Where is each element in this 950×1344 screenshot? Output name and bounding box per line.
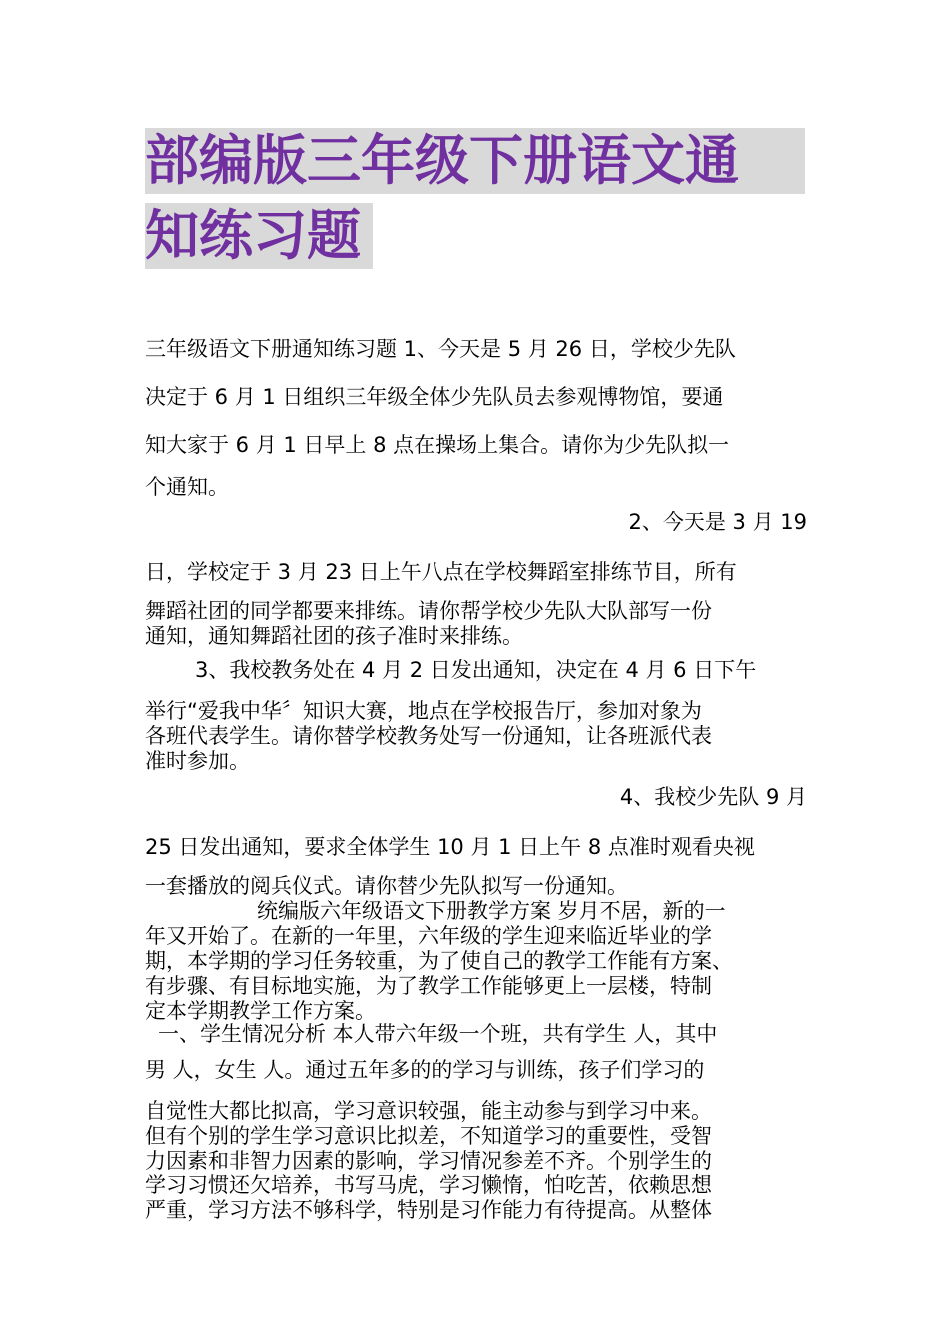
body-line-16: 统编版六年级语文下册教学方案 岁月不居，新的一	[257, 899, 726, 923]
document-title-line-2: 知练习题	[145, 203, 373, 269]
body-line-6: 日，学校定于 3 月 23 日上午八点在学校舞蹈室排练节目，所有	[145, 560, 737, 584]
body-line-26: 学习习惯还欠培养，书写马虎，学习懒惰，怕吃苦，依赖思想	[145, 1173, 712, 1197]
body-line-5: 2、今天是 3 月 19	[628, 510, 807, 534]
body-line-20: 定本学期教学工作方案。	[145, 999, 376, 1023]
body-line-27: 严重，学习方法不够科学，特别是习作能力有待提高。从整体	[145, 1198, 712, 1222]
body-line-23: 自觉性大都比拟高，学习意识较强，能主动参与到学习中来。	[145, 1099, 712, 1123]
body-line-3: 知大家于 6 月 1 日早上 8 点在操场上集合。请你为少先队拟一	[145, 433, 730, 457]
body-line-7: 舞蹈社团的同学都要来排练。请你帮学校少先队大队部写一份	[145, 599, 712, 623]
body-line-15: 一套播放的阅兵仪式。请你替少先队拟写一份通知。	[145, 874, 628, 898]
body-line-17: 年又开始了。在新的一年里，六年级的学生迎来临近毕业的学	[145, 924, 712, 948]
body-line-24: 但有个别的学生学习意识比拟差，不知道学习的重要性，受智	[145, 1124, 712, 1148]
body-line-14: 25 日发出通知，要求全体学生 10 月 1 日上午 8 点准时观看央视	[145, 835, 755, 859]
body-line-2: 决定于 6 月 1 日组织三年级全体少先队员去参观博物馆，要通	[145, 385, 724, 409]
body-line-12: 准时参加。	[145, 749, 250, 773]
body-line-18: 期，本学期的学习任务较重，为了使自己的教学工作能有方案、	[145, 949, 733, 973]
document-title-line-1: 部编版三年级下册语文通	[145, 128, 805, 194]
body-line-1: 三年级语文下册通知练习题 1、今天是 5 月 26 日，学校少先队	[145, 337, 736, 361]
body-line-8: 通知，通知舞蹈社团的孩子准时来排练。	[145, 624, 523, 648]
body-line-4: 个通知。	[145, 475, 229, 499]
body-line-21: 一、学生情况分析 本人带六年级一个班，共有学生 人，其中	[158, 1022, 718, 1046]
body-line-11: 各班代表学生。请你替学校教务处写一份通知，让各班派代表	[145, 724, 712, 748]
body-line-25: 力因素和非智力因素的影响，学习情况参差不齐。个别学生的	[145, 1149, 712, 1173]
body-line-19: 有步骤、有目标地实施，为了教学工作能够更上一层楼，特制	[145, 974, 712, 998]
body-line-13: 4、我校少先队 9 月	[619, 785, 807, 809]
body-line-10: 举行“爱我中华〞知识大赛，地点在学校报告厅，参加对象为	[145, 699, 702, 723]
body-line-22: 男 人，女生 人。通过五年多的的学习与训练，孩子们学习的	[145, 1058, 705, 1082]
body-line-9: 3、我校教务处在 4 月 2 日发出通知，决定在 4 月 6 日下午	[195, 658, 757, 682]
